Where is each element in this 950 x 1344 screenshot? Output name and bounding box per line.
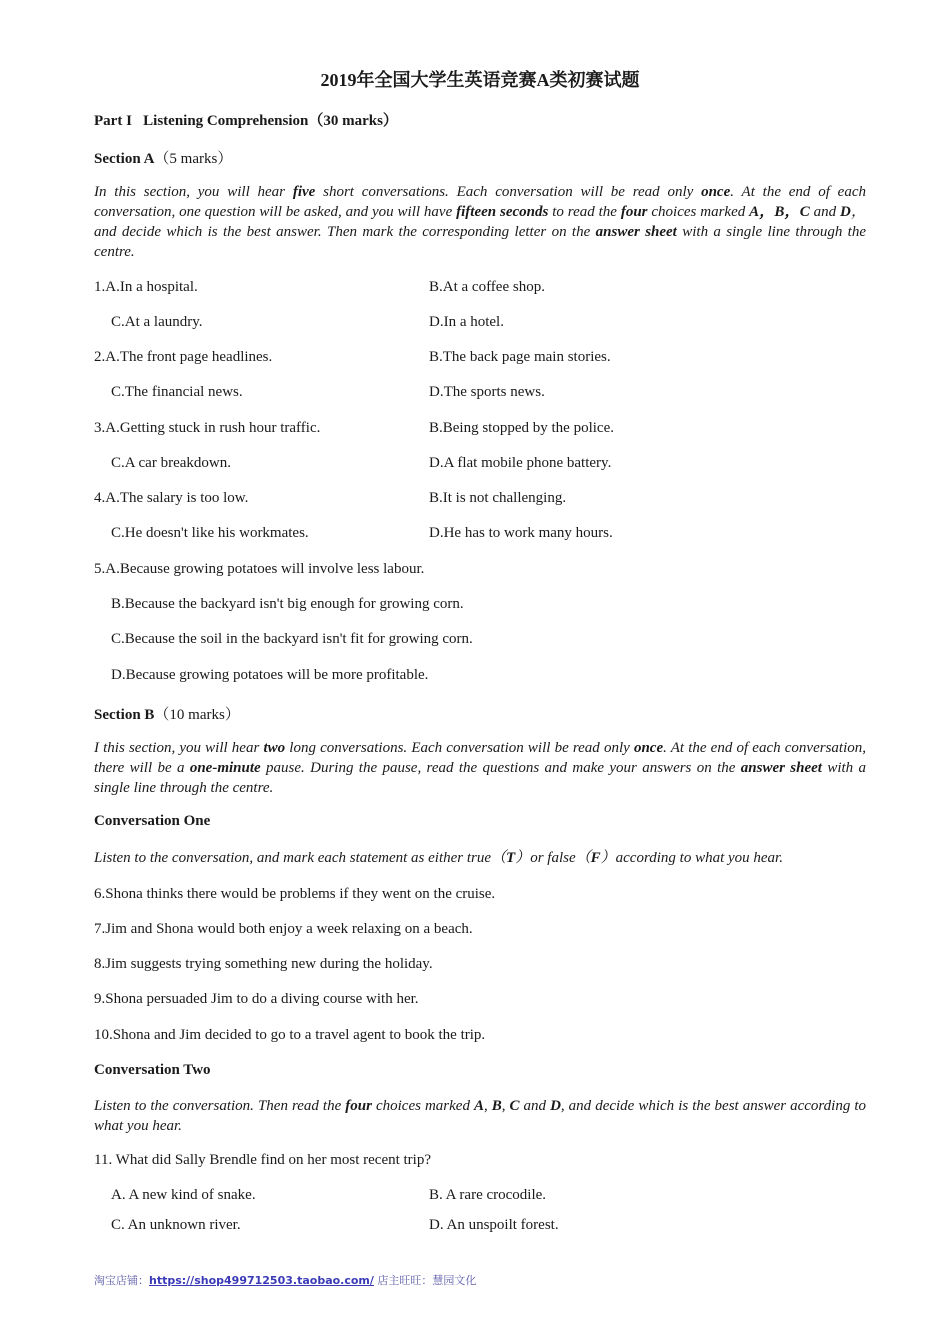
q3-option-a: 3.A.Getting stuck in rush hour traffic. bbox=[94, 420, 321, 436]
conversation-one-heading: Conversation One bbox=[94, 813, 211, 829]
part-heading bbox=[94, 109, 398, 130]
section-a-heading bbox=[94, 147, 232, 168]
q3-option-d: D.A flat mobile phone battery. bbox=[429, 455, 612, 471]
section-b-instructions: I this section, you will hear two long conversations. Each conversation will be read only once. At the end of each conversation, there will be a one-minute pause. During the pause, read the questions and make your answers on the answer sheet with a single line through the centre. bbox=[94, 740, 867, 796]
section-b-heading bbox=[94, 703, 240, 724]
section-a-label: Section A bbox=[94, 151, 155, 167]
q11-stem: 11. What did Sally Brendle find on her most recent trip? bbox=[94, 1152, 432, 1168]
conversation-two-instructions: Listen to the conversation. Then read the four choices marked A, B, C and D, and decide which is the best answer according to what you hear. bbox=[94, 1098, 867, 1134]
q3-option-b: B.Being stopped by the police. bbox=[429, 420, 614, 436]
q11-option-b: B. A rare crocodile. bbox=[429, 1187, 547, 1203]
q2-option-c: C.The financial news. bbox=[111, 384, 243, 400]
section-a-marks: （5 marks） bbox=[154, 151, 233, 167]
q11-option-c: C. An unknown river. bbox=[111, 1217, 241, 1233]
statement-9: 9.Shona persuaded Jim to do a diving course with her. bbox=[94, 991, 419, 1007]
q5-option-a: 5.A.Because growing potatoes will involve less labour. bbox=[94, 561, 425, 577]
part-name: Listening Comprehension bbox=[143, 113, 309, 129]
q4-option-b: B.It is not challenging. bbox=[429, 490, 567, 506]
part-label: Part I bbox=[94, 113, 132, 129]
footer-shop-link[interactable]: https://shop499712503.taobao.com/ bbox=[149, 1274, 374, 1287]
q1-option-a: 1.A.In a hospital. bbox=[94, 279, 198, 295]
section-a-instructions: In this section, you will hear five short conversations. Each conversation will be read only once. At the end of each conversation, one question will be asked, and you will have fifteen seconds to read the four choices marked A，B，C and D，and decide which is the best answer. Then mark the corresponding letter on the answer sheet with a single line through the centre. bbox=[94, 184, 867, 260]
conversation-one-instructions: Listen to the conversation, and mark each statement as either true（T）or false（F）according to what you hear. bbox=[94, 850, 783, 866]
q3-option-c: C.A car breakdown. bbox=[111, 455, 231, 471]
q1-option-b: B.At a coffee shop. bbox=[429, 279, 545, 295]
q2-option-a: 2.A.The front page headlines. bbox=[94, 349, 273, 365]
q4-option-c: C.He doesn't like his workmates. bbox=[111, 525, 309, 541]
statement-7: 7.Jim and Shona would both enjoy a week relaxing on a beach. bbox=[94, 921, 473, 937]
q5-option-d: D.Because growing potatoes will be more profitable. bbox=[111, 667, 429, 683]
section-b-label: Section B bbox=[94, 707, 155, 723]
q11-option-a: A. A new kind of snake. bbox=[111, 1187, 256, 1203]
footer-shop-label: 淘宝店铺： bbox=[94, 1274, 149, 1287]
q5-option-b: B.Because the backyard isn't big enough for growing corn. bbox=[111, 596, 464, 612]
q11-option-d: D. An unspoilt forest. bbox=[429, 1217, 559, 1233]
statement-6: 6.Shona thinks there would be problems if they went on the cruise. bbox=[94, 886, 496, 902]
q4-option-a: 4.A.The salary is too low. bbox=[94, 490, 249, 506]
section-b-marks: （10 marks） bbox=[154, 707, 240, 723]
statement-8: 8.Jim suggests trying something new during the holiday. bbox=[94, 956, 433, 972]
conversation-two-heading: Conversation Two bbox=[94, 1062, 211, 1078]
part-marks: （30 marks） bbox=[308, 113, 398, 129]
q4-option-d: D.He has to work many hours. bbox=[429, 525, 613, 541]
q1-option-c: C.At a laundry. bbox=[111, 314, 203, 330]
footer bbox=[94, 1272, 476, 1288]
exam-page bbox=[94, 0, 866, 1344]
q1-option-d: D.In a hotel. bbox=[429, 314, 504, 330]
q5-option-c: C.Because the soil in the backyard isn't fit for growing corn. bbox=[111, 631, 473, 647]
q2-option-d: D.The sports news. bbox=[429, 384, 545, 400]
q2-option-b: B.The back page main stories. bbox=[429, 349, 611, 365]
footer-owner: 店主旺旺：慧园文化 bbox=[373, 1274, 477, 1287]
page-title: 2019年全国大学生英语竞赛A类初赛试题 bbox=[320, 70, 640, 90]
statement-10: 10.Shona and Jim decided to go to a travel agent to book the trip. bbox=[94, 1027, 486, 1043]
